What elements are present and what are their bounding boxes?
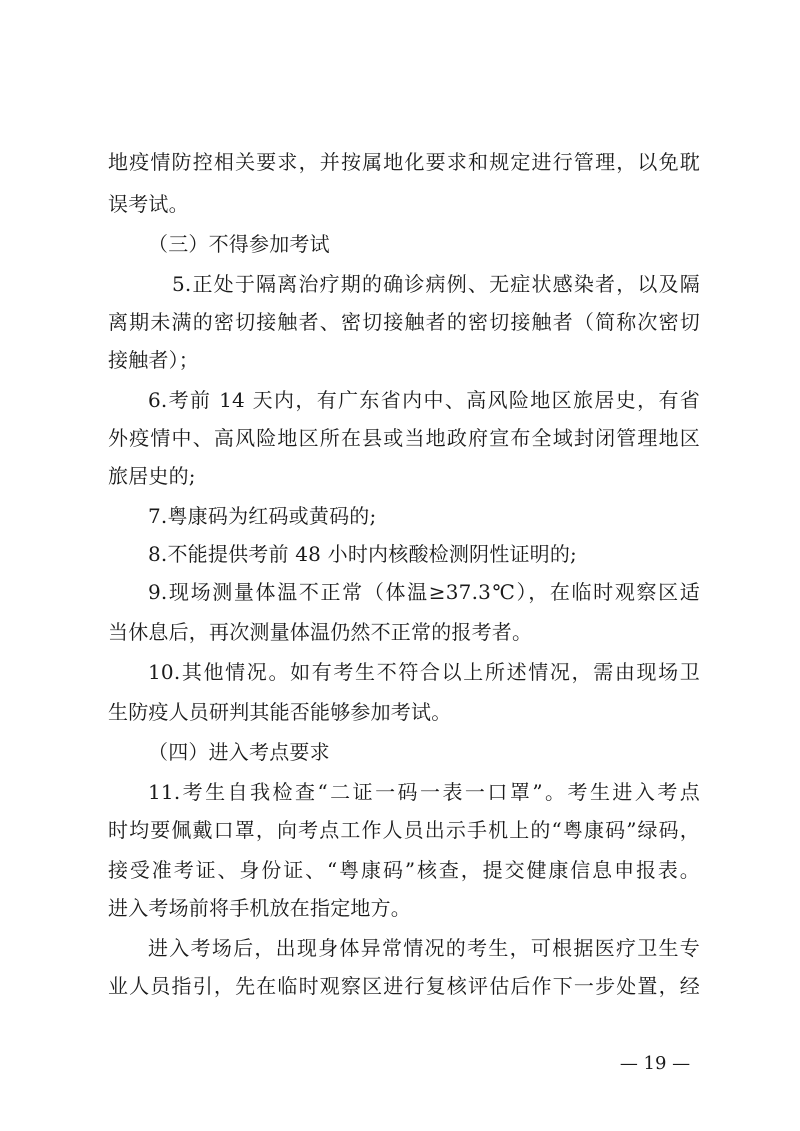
section-heading: （四）进入考点要求 (148, 740, 330, 764)
text-line: 7.粤康码为红码或黄码的; (148, 504, 377, 528)
text-line: 9.现场测量体温不正常（体温≥37.3℃），在临时观察区适 (148, 580, 700, 604)
text-line: 接受准考证、身份证、“粤康码”核查，提交健康信息申报表。 (108, 858, 700, 882)
text-line: 外疫情中、高风险地区所在县或当地政府宣布全域封闭管理地区 (108, 426, 700, 450)
text-line: 离期未满的密切接触者、密切接触者的密切接触者（简称次密切 (108, 310, 700, 334)
text-line: 11.考生自我检查“二证一码一表一口罩”。考生进入考点 (148, 780, 700, 804)
text-line: 进入考场前将手机放在指定地方。 (108, 896, 411, 920)
text-line: 5.正处于隔离治疗期的确诊病例、无症状感染者，以及隔 (172, 272, 700, 296)
text-line: 10.其他情况。如有考生不符合以上所述情况，需由现场卫 (148, 660, 700, 684)
section-heading: （三）不得参加考试 (148, 232, 330, 256)
text-line: 接触者）； (108, 348, 199, 372)
page-number: — 19 — (619, 1053, 691, 1074)
text-line: 生防疫人员研判其能否能够参加考试。 (108, 700, 452, 724)
text-line: 地疫情防控相关要求，并按属地化要求和规定进行管理，以免耽 (108, 150, 700, 174)
text-line: 业人员指引，先在临时观察区进行复核评估后作下一步处置，经 (108, 974, 700, 998)
text-line: 当休息后，再次测量体温仍然不正常的报考者。 (108, 620, 533, 644)
text-line: 旅居史的; (108, 464, 196, 488)
text-line: 8.不能提供考前 48 小时内核酸检测阴性证明的; (148, 542, 577, 566)
text-line: 误考试。 (108, 192, 189, 216)
text-line: 6.考前 14 天内，有广东省内中、高风险地区旅居史，有省 (148, 388, 700, 412)
text-line: 时均要佩戴口罩，向考点工作人员出示手机上的“粤康码”绿码， (108, 818, 700, 842)
text-line: 进入考场后，出现身体异常情况的考生，可根据医疗卫生专 (148, 936, 700, 960)
